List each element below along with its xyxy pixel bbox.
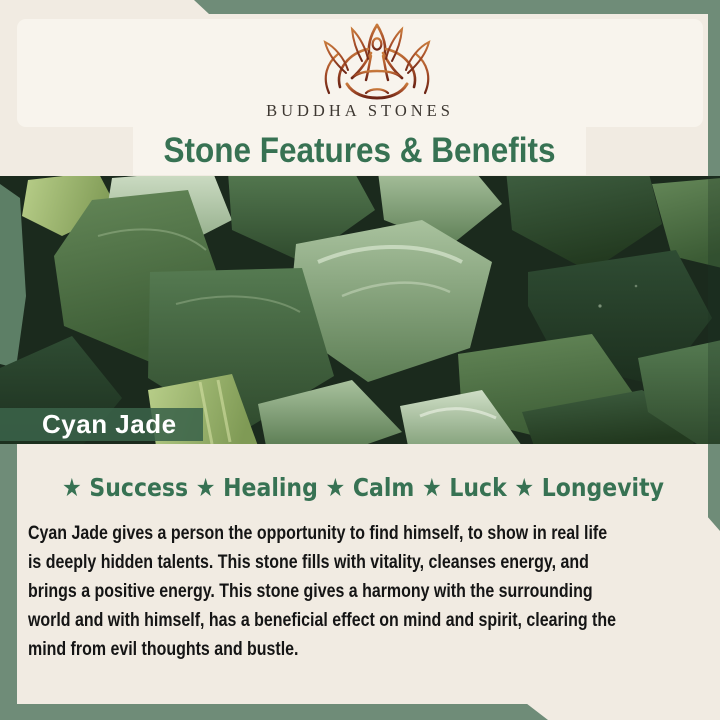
lotus-meditation-logo-icon xyxy=(307,21,447,101)
section-title: Stone Features & Benefits xyxy=(163,131,556,170)
jade-stones-photo xyxy=(0,176,720,444)
benefits-list: ★ Success ★ Healing ★ Calm ★ Luck ★ Longevity xyxy=(62,473,664,502)
description-line: is deeply hidden talents. This stone fills with vitality, cleanses energy, and xyxy=(28,552,589,573)
top-accent-strip xyxy=(0,0,720,14)
right-border-photo-shade xyxy=(708,176,720,444)
stone-description xyxy=(28,519,718,664)
brand-header-panel xyxy=(17,19,703,127)
bottom-accent-strip xyxy=(0,704,548,720)
section-title-band xyxy=(133,127,586,175)
description-line: Cyan Jade gives a person the opportunity to find himself, to show in real life xyxy=(28,523,608,544)
brand-name: BUDDHA STONES xyxy=(266,101,454,120)
stone-name: Cyan Jade xyxy=(42,409,177,439)
left-accent-border xyxy=(0,444,17,720)
description-line: mind from evil thoughts and bustle. xyxy=(28,639,299,660)
description-line: world and with himself, has a beneficial effect on mind and spirit, clearing the xyxy=(28,610,616,631)
stone-name-badge xyxy=(0,408,203,441)
description-line: brings a positive energy. This stone gives a harmony with the surrounding xyxy=(28,581,593,602)
